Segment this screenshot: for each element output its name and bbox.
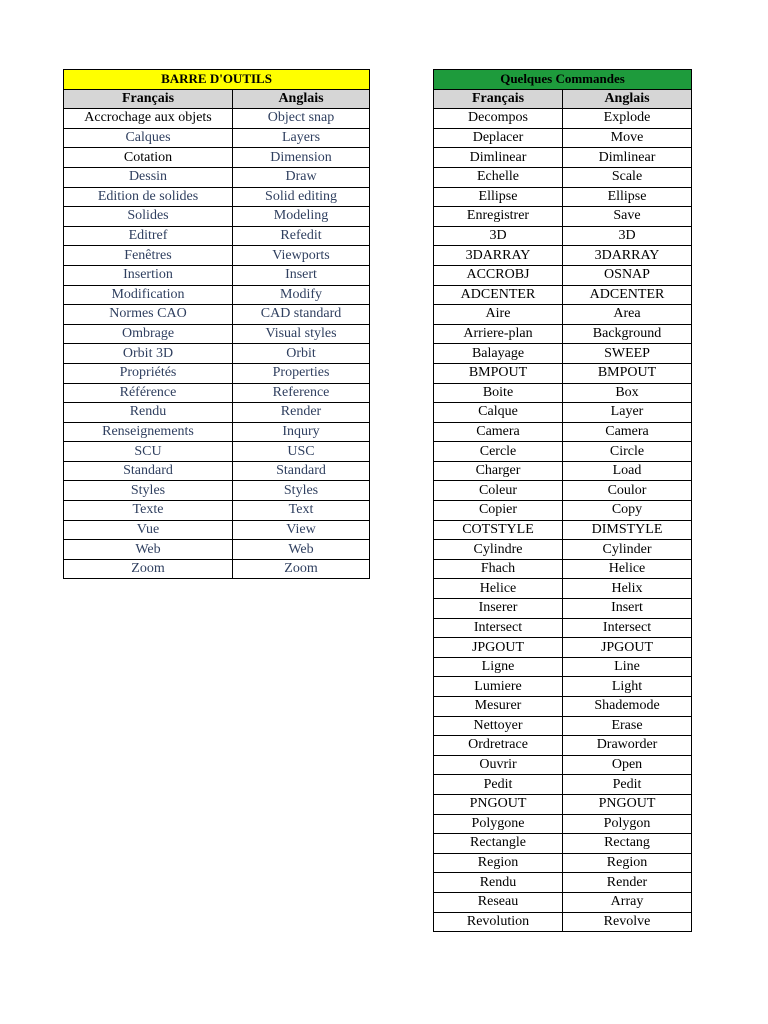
- cell-anglais: Cylinder: [563, 540, 692, 560]
- cell-anglais: Light: [563, 677, 692, 697]
- cell-francais: Texte: [64, 501, 233, 521]
- table-row: [64, 226, 370, 246]
- table-row: [434, 207, 692, 227]
- cell-francais: Ellipse: [434, 187, 563, 207]
- cell-francais: Insertion: [64, 265, 233, 285]
- toolbar-title: BARRE D'OUTILS: [64, 70, 370, 90]
- cell-francais: BMPOUT: [434, 363, 563, 383]
- cell-anglais: Helix: [563, 579, 692, 599]
- cell-francais: Dessin: [64, 167, 233, 187]
- table-row: [434, 344, 692, 364]
- cell-francais: SCU: [64, 442, 233, 462]
- cell-anglais: Text: [233, 501, 370, 521]
- cell-anglais: Insert: [563, 599, 692, 619]
- cell-francais: Référence: [64, 383, 233, 403]
- cell-francais: Mesurer: [434, 697, 563, 717]
- cell-francais: Vue: [64, 520, 233, 540]
- table-row: [434, 559, 692, 579]
- table-row: [434, 873, 692, 893]
- cell-francais: Standard: [64, 461, 233, 481]
- cell-anglais: Reference: [233, 383, 370, 403]
- cell-francais: Ombrage: [64, 324, 233, 344]
- table-row: [64, 305, 370, 325]
- cell-francais: Boite: [434, 383, 563, 403]
- cell-anglais: Helice: [563, 559, 692, 579]
- cell-anglais: Revolve: [563, 912, 692, 932]
- cell-anglais: Shademode: [563, 697, 692, 717]
- table-row: [434, 697, 692, 717]
- table-row: [434, 501, 692, 521]
- cell-francais: Polygone: [434, 814, 563, 834]
- toolbar-header-row: [64, 89, 370, 109]
- table-row: [64, 167, 370, 187]
- cell-francais: Calques: [64, 128, 233, 148]
- cell-francais: Cotation: [64, 148, 233, 168]
- commands-table: [433, 69, 692, 932]
- toolbar-title-row: [64, 70, 370, 90]
- cell-francais: Web: [64, 540, 233, 560]
- table-row: [64, 442, 370, 462]
- table-row: [64, 481, 370, 501]
- cell-francais: Normes CAO: [64, 305, 233, 325]
- cell-francais: Intersect: [434, 618, 563, 638]
- commands-title-row: [434, 70, 692, 90]
- cell-francais: Styles: [64, 481, 233, 501]
- table-row: [64, 148, 370, 168]
- cell-anglais: Explode: [563, 109, 692, 129]
- table-row: [434, 422, 692, 442]
- cell-anglais: Viewports: [233, 246, 370, 266]
- cell-anglais: Ellipse: [563, 187, 692, 207]
- cell-anglais: CAD standard: [233, 305, 370, 325]
- cell-anglais: Render: [563, 873, 692, 893]
- cell-francais: Revolution: [434, 912, 563, 932]
- table-row: [434, 736, 692, 756]
- table-row: [434, 109, 692, 129]
- table-row: [64, 207, 370, 227]
- cell-anglais: Render: [233, 403, 370, 423]
- table-row: [434, 383, 692, 403]
- table-row: [434, 481, 692, 501]
- table-row: [434, 540, 692, 560]
- cell-anglais: 3D: [563, 226, 692, 246]
- column-header-anglais: Anglais: [563, 89, 692, 109]
- table-row: [64, 461, 370, 481]
- table-row: [434, 246, 692, 266]
- table-row: [64, 501, 370, 521]
- cell-anglais: Rectang: [563, 834, 692, 854]
- cell-francais: Balayage: [434, 344, 563, 364]
- cell-anglais: Coulor: [563, 481, 692, 501]
- cell-francais: Lumiere: [434, 677, 563, 697]
- cell-francais: Fhach: [434, 559, 563, 579]
- table-row: [434, 834, 692, 854]
- table-row: [64, 363, 370, 383]
- table-row: [434, 520, 692, 540]
- table-row: [64, 109, 370, 129]
- table-row: [434, 814, 692, 834]
- cell-anglais: Standard: [233, 461, 370, 481]
- cell-francais: Zoom: [64, 559, 233, 579]
- cell-francais: PNGOUT: [434, 794, 563, 814]
- cell-francais: Helice: [434, 579, 563, 599]
- table-row: [64, 344, 370, 364]
- cell-francais: Ouvrir: [434, 755, 563, 775]
- cell-anglais: JPGOUT: [563, 638, 692, 658]
- cell-francais: JPGOUT: [434, 638, 563, 658]
- cell-francais: Coleur: [434, 481, 563, 501]
- table-row: [434, 128, 692, 148]
- cell-anglais: Draworder: [563, 736, 692, 756]
- toolbar-table: [63, 69, 370, 579]
- cell-francais: Echelle: [434, 167, 563, 187]
- cell-francais: Camera: [434, 422, 563, 442]
- table-row: [434, 638, 692, 658]
- cell-anglais: Scale: [563, 167, 692, 187]
- cell-anglais: Zoom: [233, 559, 370, 579]
- table-row: [64, 383, 370, 403]
- cell-anglais: Copy: [563, 501, 692, 521]
- table-row: [434, 324, 692, 344]
- cell-anglais: Erase: [563, 716, 692, 736]
- cell-anglais: Object snap: [233, 109, 370, 129]
- cell-francais: Orbit 3D: [64, 344, 233, 364]
- cell-francais: Inserer: [434, 599, 563, 619]
- table-row: [434, 442, 692, 462]
- table-row: [64, 559, 370, 579]
- cell-francais: Edition de solides: [64, 187, 233, 207]
- cell-francais: Calque: [434, 403, 563, 423]
- table-row: [434, 892, 692, 912]
- cell-anglais: Layers: [233, 128, 370, 148]
- table-row: [434, 716, 692, 736]
- table-row: [434, 618, 692, 638]
- cell-anglais: Pedit: [563, 775, 692, 795]
- table-row: [64, 128, 370, 148]
- cell-anglais: Camera: [563, 422, 692, 442]
- cell-francais: 3D: [434, 226, 563, 246]
- table-row: [64, 265, 370, 285]
- cell-francais: Rendu: [434, 873, 563, 893]
- cell-francais: Decompos: [434, 109, 563, 129]
- table-row: [434, 265, 692, 285]
- cell-anglais: Region: [563, 853, 692, 873]
- cell-francais: Deplacer: [434, 128, 563, 148]
- table-row: [64, 520, 370, 540]
- table-row: [64, 187, 370, 207]
- cell-anglais: Refedit: [233, 226, 370, 246]
- table-row: [64, 246, 370, 266]
- column-header-francais: Français: [434, 89, 563, 109]
- cell-anglais: BMPOUT: [563, 363, 692, 383]
- cell-anglais: Solid editing: [233, 187, 370, 207]
- table-row: [434, 461, 692, 481]
- cell-anglais: Web: [233, 540, 370, 560]
- cell-francais: Rendu: [64, 403, 233, 423]
- table-row: [434, 226, 692, 246]
- cell-anglais: OSNAP: [563, 265, 692, 285]
- table-row: [64, 324, 370, 344]
- cell-francais: Rectangle: [434, 834, 563, 854]
- cell-anglais: Draw: [233, 167, 370, 187]
- table-row: [64, 540, 370, 560]
- table-row: [434, 853, 692, 873]
- table-row: [434, 579, 692, 599]
- cell-francais: Solides: [64, 207, 233, 227]
- cell-anglais: Move: [563, 128, 692, 148]
- cell-francais: ADCENTER: [434, 285, 563, 305]
- table-row: [434, 912, 692, 932]
- cell-francais: Pedit: [434, 775, 563, 795]
- cell-anglais: Styles: [233, 481, 370, 501]
- column-header-anglais: Anglais: [233, 89, 370, 109]
- cell-anglais: Array: [563, 892, 692, 912]
- cell-francais: Cercle: [434, 442, 563, 462]
- cell-francais: Propriétés: [64, 363, 233, 383]
- table-row: [64, 285, 370, 305]
- table-row: [434, 187, 692, 207]
- cell-anglais: Inqury: [233, 422, 370, 442]
- column-header-francais: Français: [64, 89, 233, 109]
- table-row: [434, 148, 692, 168]
- cell-anglais: View: [233, 520, 370, 540]
- cell-anglais: 3DARRAY: [563, 246, 692, 266]
- cell-anglais: Orbit: [233, 344, 370, 364]
- cell-francais: ACCROBJ: [434, 265, 563, 285]
- cell-francais: Editref: [64, 226, 233, 246]
- cell-francais: 3DARRAY: [434, 246, 563, 266]
- cell-anglais: Intersect: [563, 618, 692, 638]
- table-row: [434, 755, 692, 775]
- cell-francais: Arriere-plan: [434, 324, 563, 344]
- table-row: [434, 794, 692, 814]
- cell-anglais: Open: [563, 755, 692, 775]
- cell-francais: Enregistrer: [434, 207, 563, 227]
- cell-anglais: Box: [563, 383, 692, 403]
- table-row: [434, 775, 692, 795]
- commands-title: Quelques Commandes: [434, 70, 692, 90]
- cell-anglais: Circle: [563, 442, 692, 462]
- cell-francais: Copier: [434, 501, 563, 521]
- cell-anglais: Background: [563, 324, 692, 344]
- table-row: [434, 403, 692, 423]
- cell-francais: Fenêtres: [64, 246, 233, 266]
- cell-anglais: Dimension: [233, 148, 370, 168]
- table-row: [434, 677, 692, 697]
- cell-anglais: Insert: [233, 265, 370, 285]
- table-row: [64, 422, 370, 442]
- cell-anglais: Save: [563, 207, 692, 227]
- cell-anglais: Load: [563, 461, 692, 481]
- cell-francais: Modification: [64, 285, 233, 305]
- cell-anglais: DIMSTYLE: [563, 520, 692, 540]
- cell-francais: Ordretrace: [434, 736, 563, 756]
- cell-anglais: USC: [233, 442, 370, 462]
- cell-anglais: Dimlinear: [563, 148, 692, 168]
- cell-francais: Charger: [434, 461, 563, 481]
- cell-anglais: Area: [563, 305, 692, 325]
- cell-francais: COTSTYLE: [434, 520, 563, 540]
- cell-francais: Accrochage aux objets: [64, 109, 233, 129]
- table-row: [434, 599, 692, 619]
- cell-anglais: Polygon: [563, 814, 692, 834]
- table-row: [434, 167, 692, 187]
- table-row: [64, 403, 370, 423]
- cell-anglais: ADCENTER: [563, 285, 692, 305]
- cell-anglais: Line: [563, 657, 692, 677]
- cell-francais: Dimlinear: [434, 148, 563, 168]
- commands-header-row: [434, 89, 692, 109]
- table-row: [434, 305, 692, 325]
- table-row: [434, 657, 692, 677]
- cell-anglais: Modeling: [233, 207, 370, 227]
- cell-francais: Reseau: [434, 892, 563, 912]
- cell-francais: Cylindre: [434, 540, 563, 560]
- cell-anglais: Visual styles: [233, 324, 370, 344]
- cell-francais: Nettoyer: [434, 716, 563, 736]
- cell-anglais: Modify: [233, 285, 370, 305]
- cell-anglais: Layer: [563, 403, 692, 423]
- cell-francais: Renseignements: [64, 422, 233, 442]
- cell-francais: Ligne: [434, 657, 563, 677]
- cell-anglais: PNGOUT: [563, 794, 692, 814]
- cell-anglais: Properties: [233, 363, 370, 383]
- cell-francais: Aire: [434, 305, 563, 325]
- table-row: [434, 285, 692, 305]
- cell-anglais: SWEEP: [563, 344, 692, 364]
- cell-francais: Region: [434, 853, 563, 873]
- table-row: [434, 363, 692, 383]
